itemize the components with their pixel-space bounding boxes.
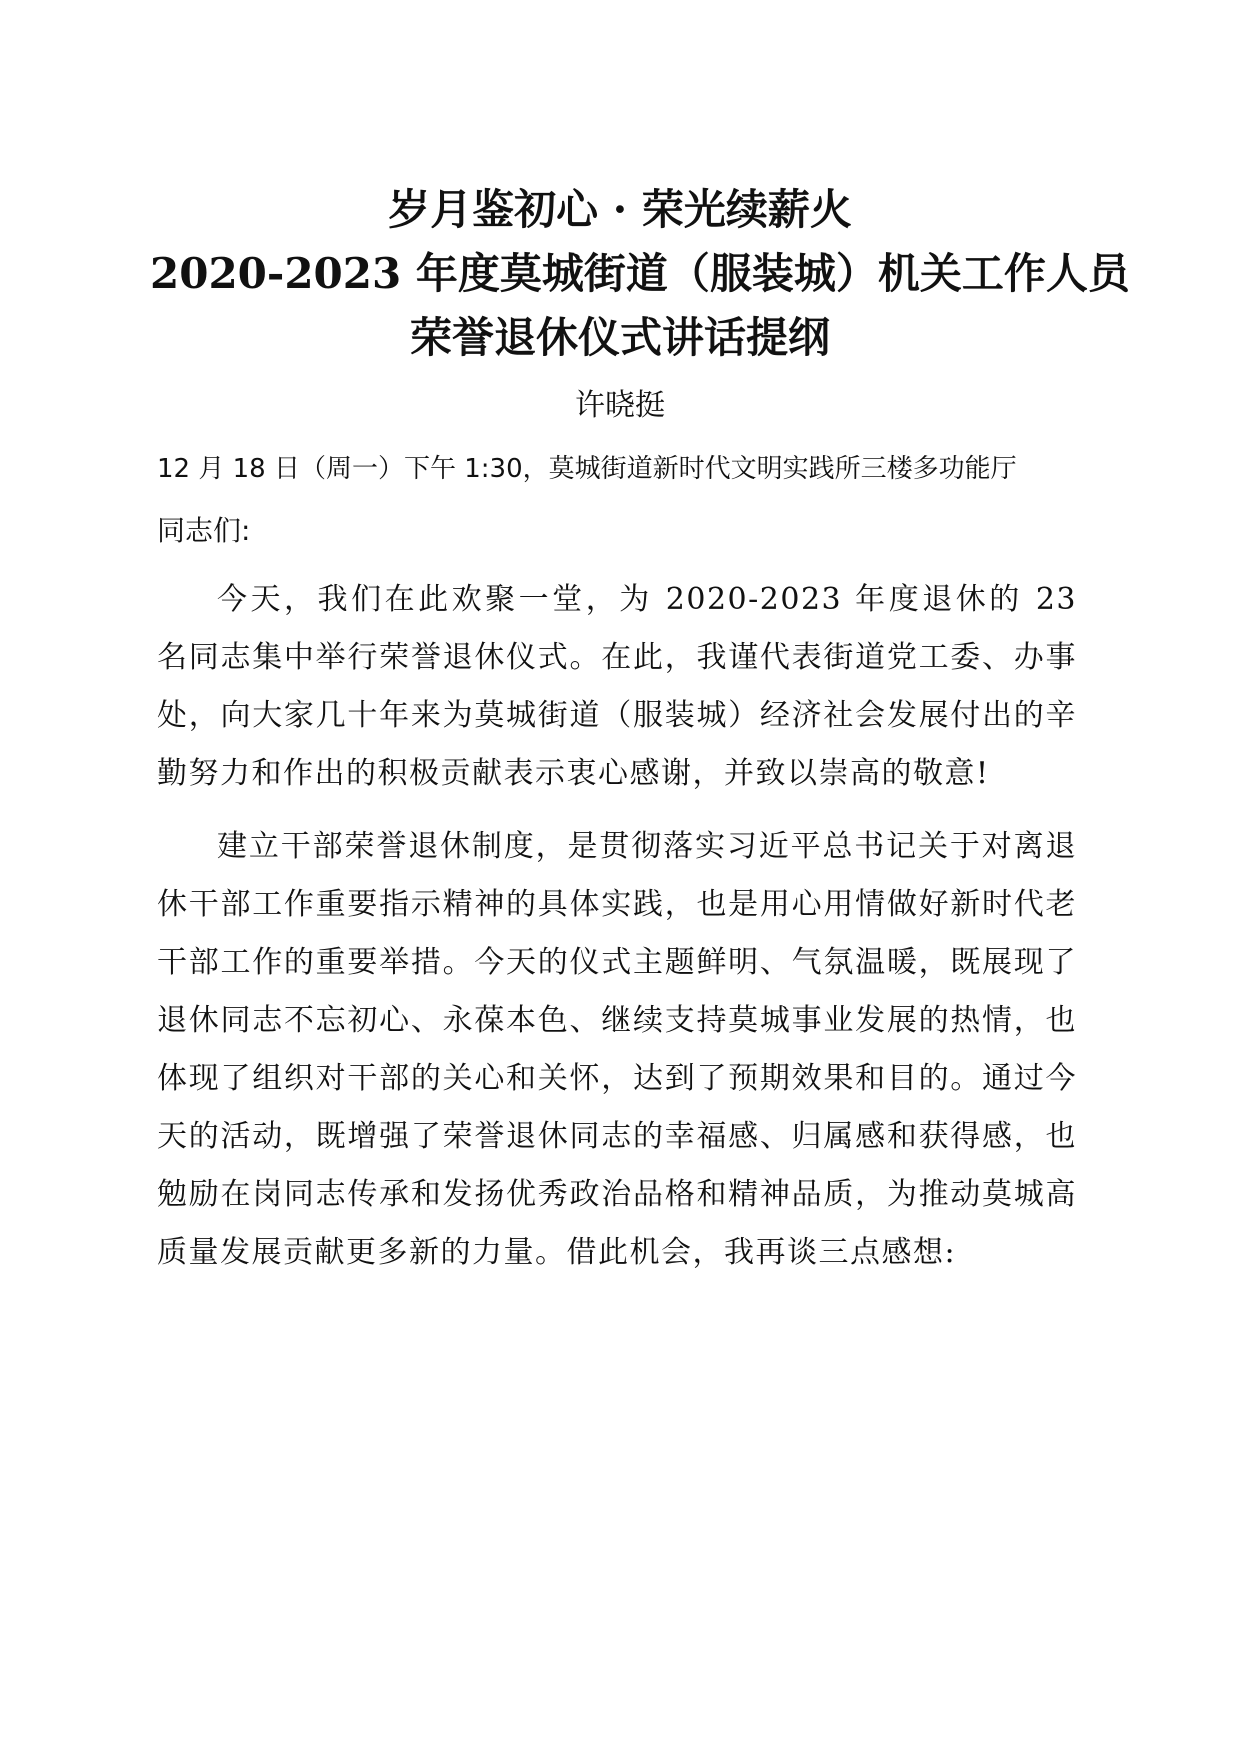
document-title	[150, 178, 1130, 370]
paragraph-2: 建立干部荣誉退休制度，是贯彻落实习近平总书记关于对离退休干部工作重要指示精神的具体实践，也是用心用情做好新时代老干部工作的重要举措。今天的仪式主题鲜明、气氛温暖，既展现了退休同志不忘初心、永葆本色、继续支持莫城事业发展的热情，也体现了组织对干部的关心和关怀，达到了预期效果和目的。通过今天的活动，既增强了荣誉退休同志的幸福感、归属感和获得感，也勉励在岗同志传承和发扬优秀政治品格和精神品质，为推动莫城高质量发展贡献更多新的力量。借此机会，我再谈三点感想:	[157, 829, 1077, 1270]
document-body	[157, 451, 1077, 1297]
paragraph-1: 今天，我们在此欢聚一堂，为 2020-2023 年度退休的 23 名同志集中举行荣誉退休仪式。在此，我谨代表街道党工委、办事处，向大家几十年来为莫城街道（服装城）经济社会发展付出的辛勤努力和作出的积极贡献表示衷心感谢，并致以崇高的敬意!	[157, 582, 1077, 791]
event-time-location: 12 月 18 日（周一）下午 1:30，莫城街道新时代文明实践所三楼多功能厅	[157, 454, 1017, 484]
title-line-3: 荣誉退休仪式讲话提纲	[409, 313, 830, 362]
title-line-1: 岁月鉴初心 · 荣光续薪火	[388, 185, 852, 234]
author-name: 许晓挺	[575, 388, 665, 423]
salutation: 同志们:	[157, 514, 251, 547]
title-line-2: 2020-2023 年度莫城街道（服装城）机关工作人员	[150, 249, 1130, 298]
